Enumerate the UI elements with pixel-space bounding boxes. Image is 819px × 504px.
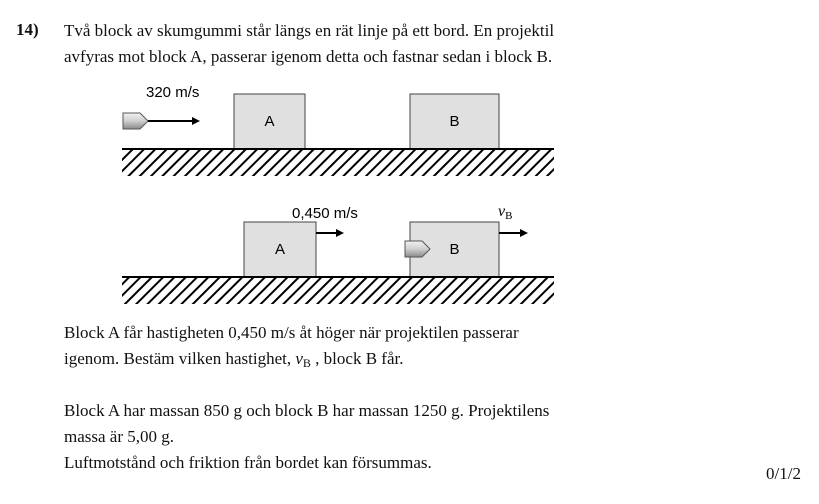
velocity-b-symbol: $v_B$ bbox=[295, 349, 311, 370]
block-a-speed-label: 0,450 m/s bbox=[292, 205, 358, 222]
table-surface-bottom bbox=[122, 277, 554, 304]
paragraph-2-line-2: massa är 5,00 g. bbox=[64, 427, 175, 446]
question-number: 14) bbox=[16, 20, 39, 39]
velocity-arrow-projectile bbox=[148, 117, 200, 125]
block-a-label: A bbox=[264, 113, 275, 130]
paragraph-2-line-3: Luftmotstånd och friktion från bordet kan försummas. bbox=[64, 453, 432, 472]
intro-line-1: Två block av skumgummi står längs en rät linje på ett bord. En projektil bbox=[64, 21, 555, 40]
velocity-arrow-block-b bbox=[499, 229, 528, 237]
line-2-text-before: igenom. Bestäm vilken hastighet, bbox=[64, 349, 296, 368]
block-b-label: B bbox=[449, 113, 460, 130]
projectile-speed-label: 320 m/s bbox=[146, 84, 200, 101]
projectile bbox=[123, 113, 148, 129]
question-paragraph-1 bbox=[64, 320, 664, 376]
intro-line-2: avfyras mot block A, passerar igenom detta och fastnar sedan i block B. bbox=[64, 47, 553, 66]
block-a-before bbox=[234, 94, 305, 149]
line-2-text-after: , block B får. bbox=[310, 349, 404, 368]
block-b-before bbox=[410, 94, 499, 149]
block-a-after bbox=[244, 222, 316, 277]
block-b-velocity-symbol: vB bbox=[498, 203, 513, 222]
score-label: 0/1/2 bbox=[766, 464, 801, 483]
block-a-label: A bbox=[274, 241, 286, 258]
paragraph-1-line-1: Block A får hastigheten 0,450 m/s åt höger när projektilen passerar bbox=[64, 323, 519, 342]
physics-figure bbox=[110, 80, 570, 310]
paragraph-2-line-1: Block A har massan 850 g och block B har massan 1250 g. Projektilens bbox=[64, 401, 550, 420]
velocity-arrow-block-a bbox=[316, 229, 344, 237]
question-paragraph-2 bbox=[64, 398, 664, 476]
scene-before bbox=[122, 84, 554, 176]
paragraph-1-line-2 bbox=[64, 346, 664, 376]
question-intro bbox=[64, 18, 624, 70]
table-surface-top bbox=[122, 149, 554, 176]
scene-after bbox=[122, 203, 554, 304]
block-b-label: B bbox=[449, 241, 460, 258]
